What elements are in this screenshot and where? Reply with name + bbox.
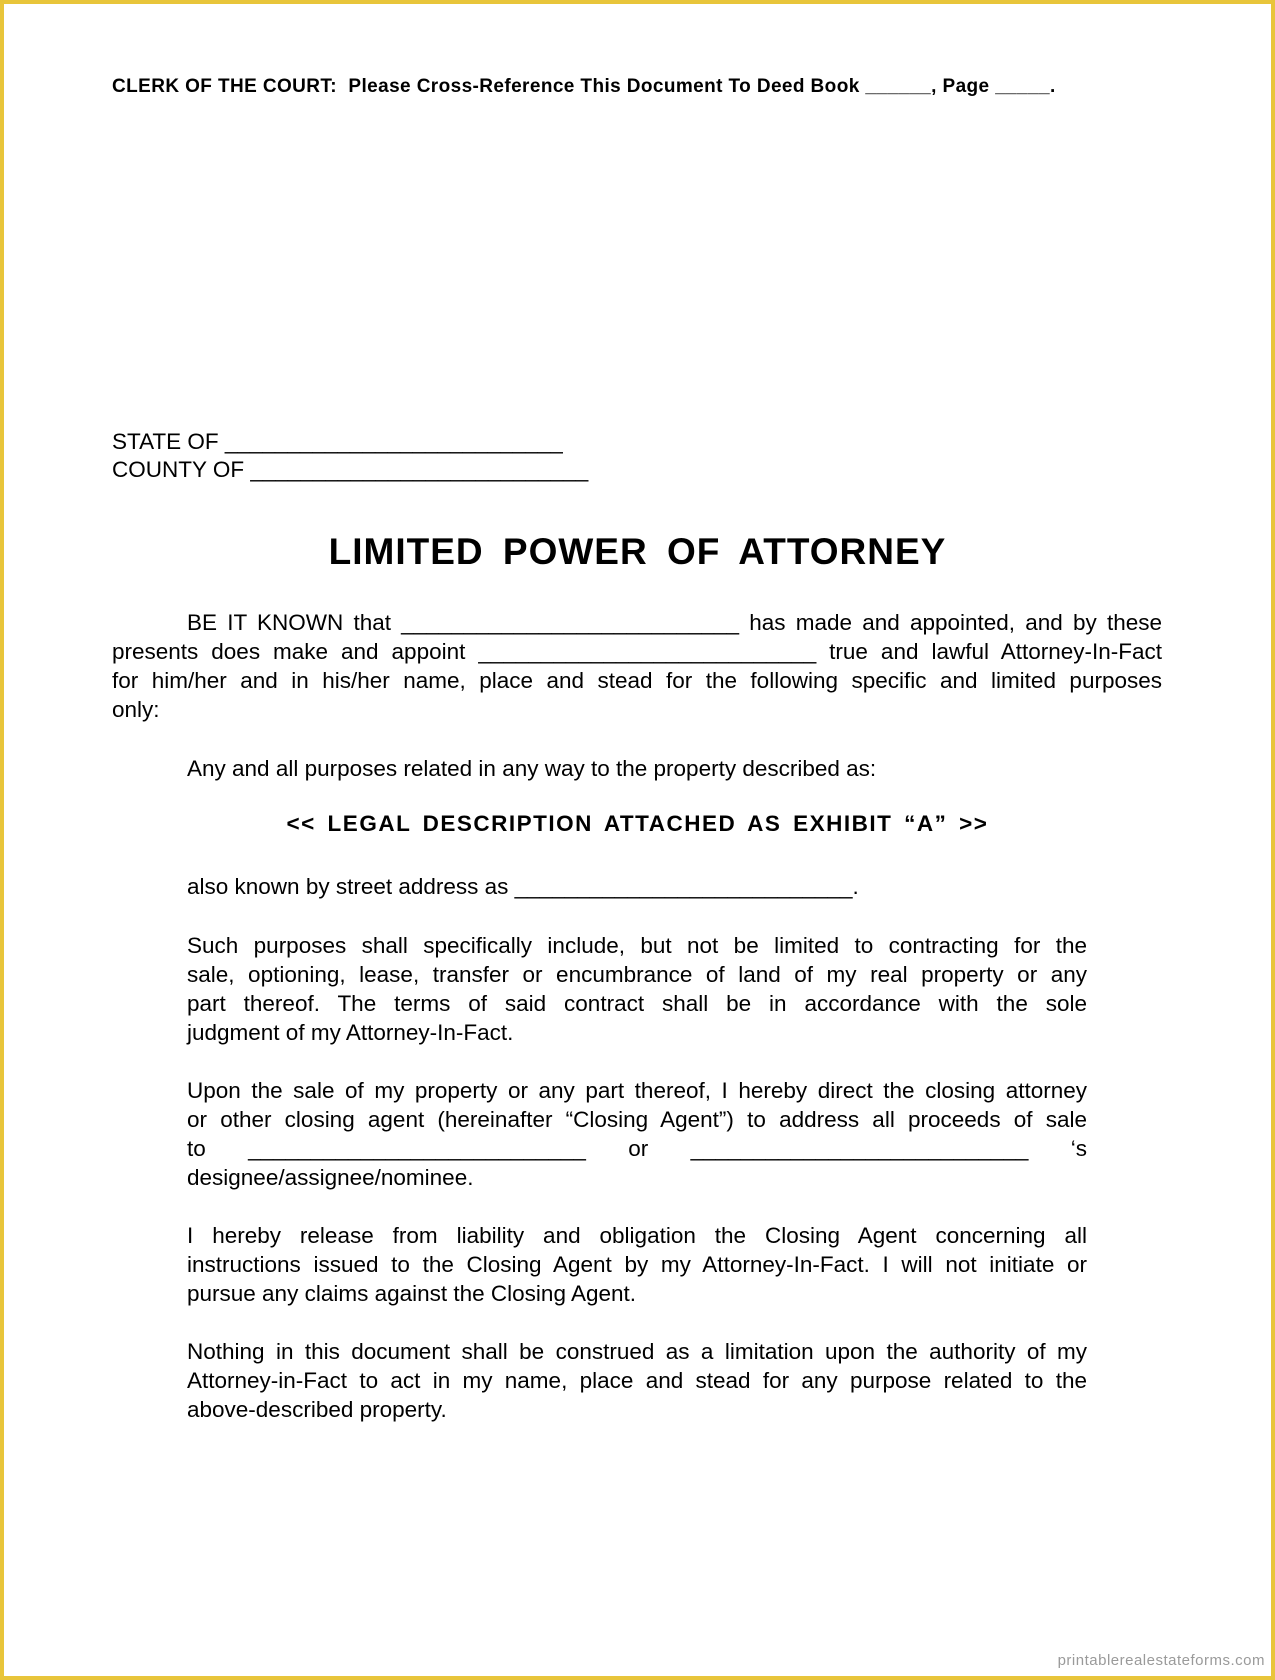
intro-line-3: for him/her and in his/her name, place and stead for the following specific and limited purposes xyxy=(112,668,1162,693)
release-paragraph xyxy=(187,1221,1087,1308)
release-para-line-2: instructions issued to the Closing Agent by my Attorney-In-Fact. I will not initiate or xyxy=(187,1252,1087,1277)
limitation-para-line-1: Nothing in this document shall be construed as a limitation upon the authority of my xyxy=(187,1339,1087,1364)
limitation-paragraph xyxy=(187,1337,1087,1424)
sale-para-line-4: designee/assignee/nominee. xyxy=(187,1165,474,1190)
exhibit-line: << LEGAL DESCRIPTION ATTACHED AS EXHIBIT “A” >> xyxy=(286,811,989,836)
intro-paragraph xyxy=(112,608,1162,724)
county-of-line: COUNTY OF ___________________________ xyxy=(112,457,589,482)
purposes-para-line-2: sale, optioning, lease, transfer or encumbrance of land of my real property or any xyxy=(187,962,1087,987)
state-of-line: STATE OF ___________________________ xyxy=(112,429,563,454)
purposes-line: Any and all purposes related in any way to the property described as: xyxy=(187,756,877,781)
sale-para-line-1: Upon the sale of my property or any part thereof, I hereby direct the closing attorney xyxy=(187,1078,1087,1103)
intro-line-4: only: xyxy=(112,697,160,722)
purposes-para-line-3: part thereof. The terms of said contract shall be in accordance with the sole xyxy=(187,991,1087,1016)
intro-line-1: BE IT KNOWN that ___________________________ has made and appointed, and by these xyxy=(187,610,1162,635)
sale-para-line-3: to ___________________________ or ___________________________ ‘s xyxy=(187,1136,1087,1161)
sale-paragraph xyxy=(187,1076,1087,1192)
limitation-para-line-2: Attorney-in-Fact to act in my name, place and stead for any purpose related to the xyxy=(187,1368,1087,1393)
purposes-para-line-4: judgment of my Attorney-In-Fact. xyxy=(187,1020,514,1045)
site-watermark: printablerealestateforms.com xyxy=(1057,1652,1265,1669)
street-address-line: also known by street address as ___________________________. xyxy=(187,874,859,899)
document-title: LIMITED POWER OF ATTORNEY xyxy=(328,531,947,572)
release-para-line-1: I hereby release from liability and obligation the Closing Agent concerning all xyxy=(187,1223,1087,1248)
sale-para-line-2: or other closing agent (hereinafter “Closing Agent”) to address all proceeds of sale xyxy=(187,1107,1087,1132)
intro-line-2: presents does make and appoint ___________________________ true and lawful Attorney-In-Fact xyxy=(112,639,1162,664)
purposes-paragraph xyxy=(187,931,1087,1047)
clerk-cross-reference-line: CLERK OF THE COURT: Please Cross-Reference This Document To Deed Book ______, Page _____. xyxy=(112,76,1056,97)
limitation-para-line-3: above-described property. xyxy=(187,1397,447,1422)
release-para-line-3: pursue any claims against the Closing Agent. xyxy=(187,1281,637,1306)
purposes-para-line-1: Such purposes shall specifically include, but not be limited to contracting for the xyxy=(187,933,1087,958)
